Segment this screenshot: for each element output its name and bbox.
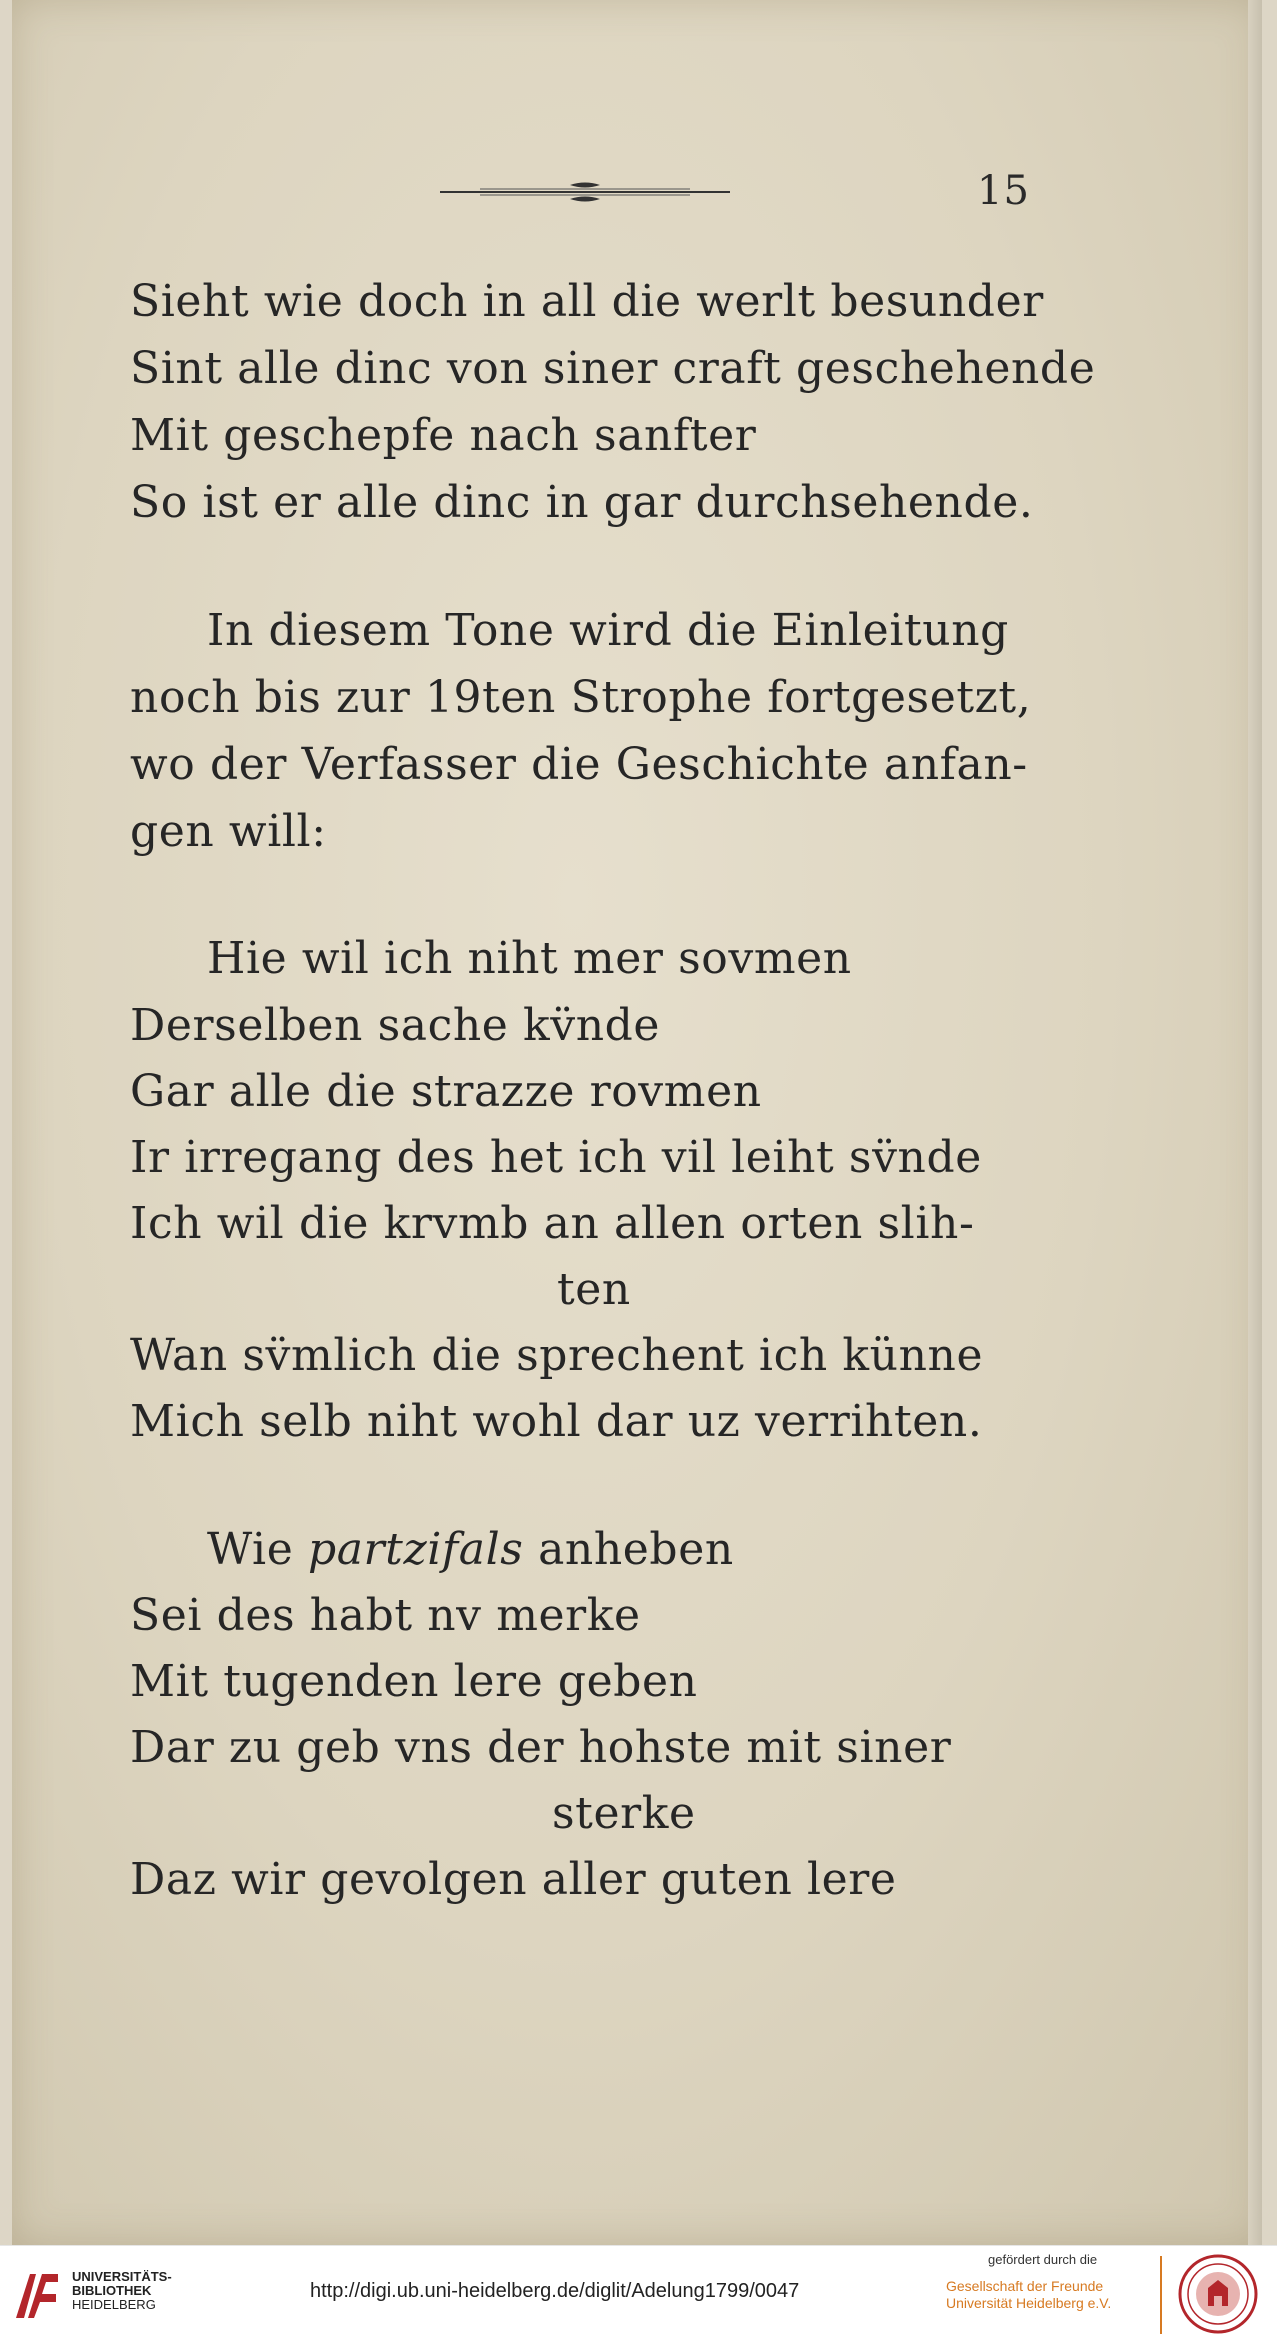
- verse-line: Ich wil die krvmb an allen orten slih-: [130, 1198, 975, 1249]
- prose-line: wo der Verfasser die Geschichte anfan-: [130, 739, 1028, 790]
- verse-text: Wie: [207, 1524, 308, 1575]
- verse-italic: partzifals: [307, 1524, 524, 1575]
- verse-line: Sint alle dinc von siner craft geschehende: [130, 343, 1096, 394]
- university-seal-icon: [1178, 2254, 1258, 2334]
- book-page: [12, 0, 1262, 2245]
- prose-line: In diesem Tone wird die Einleitung: [207, 605, 1009, 656]
- verse-line: ten: [557, 1264, 631, 1315]
- library-name-line: UNIVERSITÄTS-: [72, 2269, 172, 2284]
- sponsor-name-line: Universität Heidelberg e.V.: [946, 2295, 1112, 2311]
- sponsor-label: gefördert durch die: [988, 2252, 1098, 2267]
- verse-line: Sieht wie doch in all die werlt besunder: [130, 276, 1044, 327]
- prose-line: noch bis zur 19ten Strophe fortgesetzt,: [130, 672, 1032, 723]
- verse-line: Mit geschepfe nach sanfter: [130, 410, 757, 461]
- viewer-footer: [0, 2245, 1277, 2341]
- prose-line: gen will:: [130, 806, 327, 857]
- ornamental-rule: [440, 182, 730, 202]
- verse-line: Daz wir gevolgen aller guten lere: [130, 1854, 897, 1905]
- library-logo-icon: [12, 2268, 64, 2324]
- verse-line: Ir irregang des het ich vil leiht sv̈nde: [130, 1132, 982, 1183]
- page-number: 15: [977, 168, 1030, 214]
- library-name: [72, 2270, 172, 2312]
- page-edge: [1248, 0, 1262, 2245]
- verse-line: Wan sv̈mlich die sprechent ich künne: [130, 1330, 984, 1381]
- sponsor-name-line: Gesellschaft der Freunde: [946, 2278, 1104, 2294]
- verse-line: Hie wil ich niht mer sovmen: [207, 933, 852, 984]
- verse-line: So ist er alle dinc in gar durchsehende.: [130, 477, 1034, 528]
- verse-line: Mich selb niht wohl dar uz verrihten.: [130, 1396, 983, 1447]
- verse-line: Gar alle die strazze rovmen: [130, 1066, 762, 1117]
- verse-line: sterke: [552, 1788, 696, 1839]
- verse-line: Sei des habt nv merke: [130, 1590, 641, 1641]
- verse-text: anheben: [523, 1524, 734, 1575]
- library-name-line: BIBLIOTHEK: [72, 2283, 152, 2298]
- permalink[interactable]: http://digi.ub.uni-heidelberg.de/diglit/Adelung1799/0047: [310, 2280, 800, 2302]
- verse-line: Derselben sache kv̈nde: [130, 1000, 661, 1051]
- verse-line: Dar zu geb vns der hohste mit siner: [130, 1722, 952, 1773]
- verse-line: Mit tugenden lere geben: [130, 1656, 698, 1707]
- library-name-line: HEIDELBERG: [72, 2297, 156, 2312]
- verse-line: [207, 1524, 734, 1575]
- sponsor-name: [946, 2278, 1111, 2312]
- divider: [1160, 2256, 1162, 2334]
